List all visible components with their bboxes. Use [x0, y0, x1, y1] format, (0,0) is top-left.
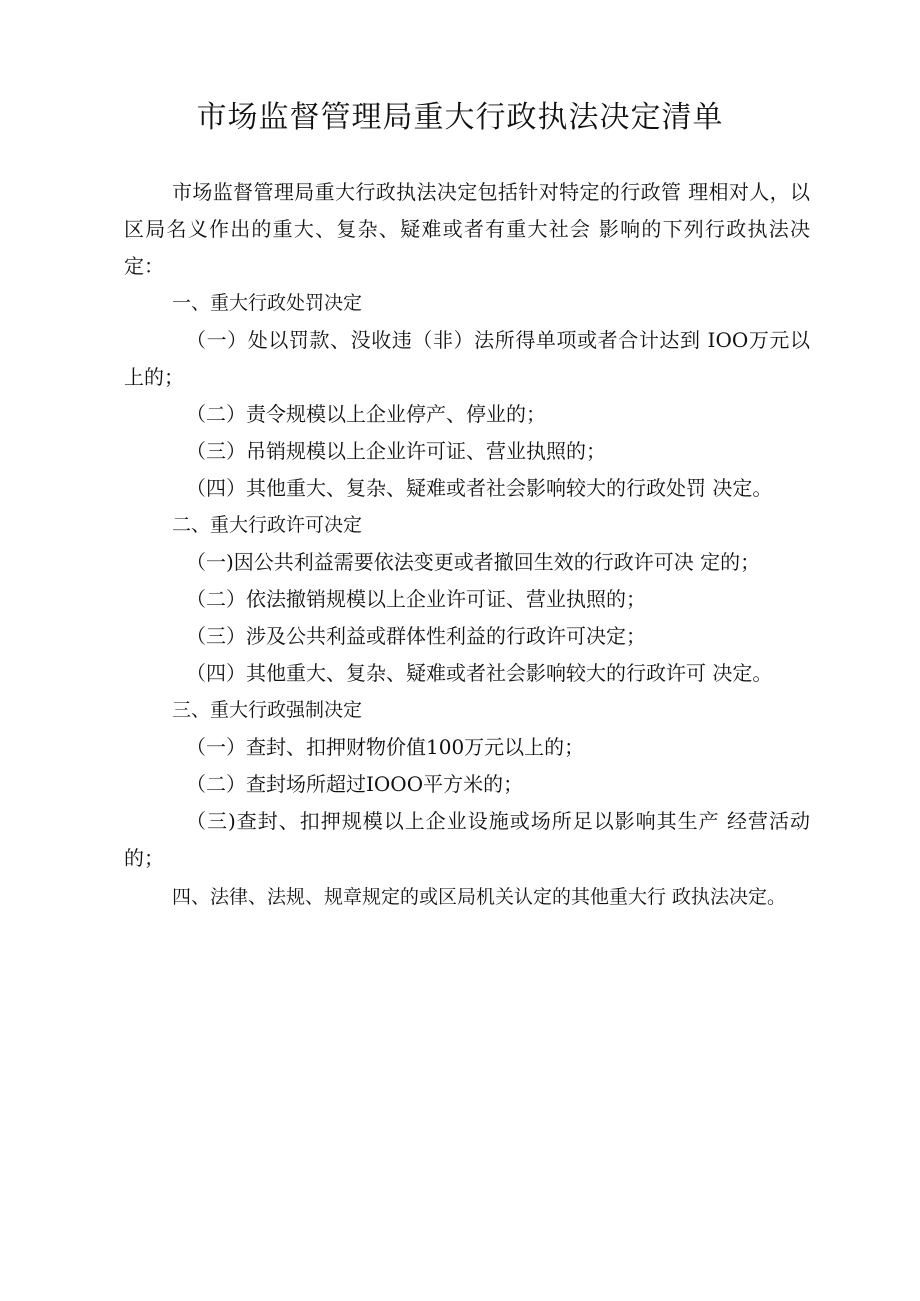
list-item: （一)因公共利益需要依法变更或者撤回生效的行政许可决 定的； [186, 550, 761, 574]
list-item: （一）查封、扣押财物价值100万元以上的； [186, 735, 585, 759]
closing-paragraph: 四、法律、法规、规章规定的或区局机关认定的其他重大行 政执法决定。 [172, 886, 787, 908]
list-item: （四）其他重大、复杂、疑难或者社会影响较大的行政许可 决定。 [186, 661, 773, 685]
list-item: （二）责令规模以上企业停产、停业的； [186, 402, 546, 426]
list-item: （四）其他重大、复杂、疑难或者社会影响较大的行政处罚 决定。 [186, 476, 773, 500]
page-title: 市场监督管理局重大行政执法决定清单 [196, 100, 724, 135]
section-heading-enforcement: 三、重大行政强制决定 [172, 699, 363, 721]
list-item: （三)查封、扣押规模以上企业设施或场所足以影响其生产 经营活动的； [124, 809, 810, 870]
section-heading-license: 二、重大行政许可决定 [172, 514, 363, 536]
list-item: （三）涉及公共利益或群体性利益的行政许可决定； [186, 624, 646, 648]
list-item: （二）依法撤销规模以上企业许可证、营业执照的； [186, 587, 646, 611]
intro-paragraph: 市场监督管理局重大行政执法决定包括针对特定的行政管 理相对人，以区局名义作出的重大、复杂、疑难或者有重大社会 影响的下列行政执法决定： [124, 180, 810, 278]
list-item: （一）处以罚款、没收违（非）法所得单项或者合计达到 IOO万元以上的； [124, 328, 810, 389]
list-item: （二）查封场所超过IOOO平方米的； [186, 772, 524, 796]
document-body [124, 174, 810, 916]
list-item: （三）吊销规模以上企业许可证、营业执照的； [186, 439, 606, 463]
section-heading-penalty: 一、重大行政处罚决定 [172, 292, 363, 314]
